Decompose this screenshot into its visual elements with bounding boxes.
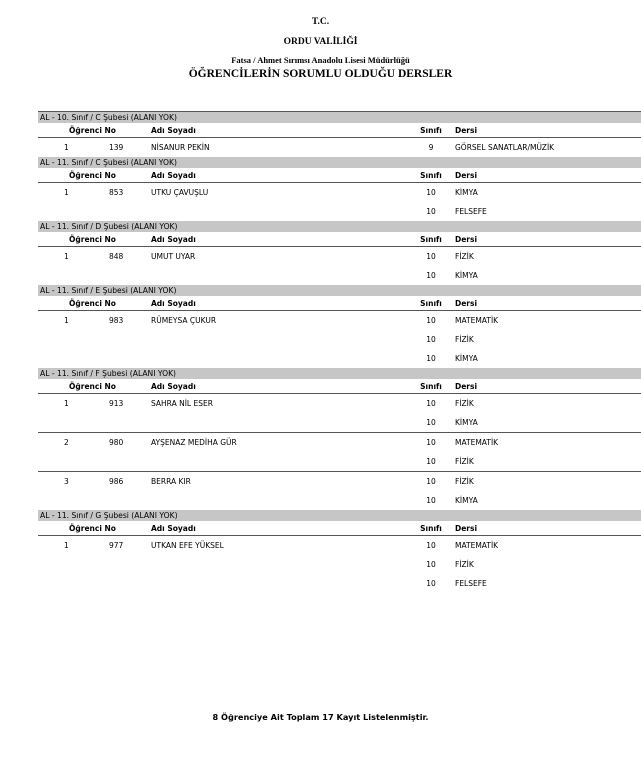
header-school: Fatsa / Ahmet Sırımsı Anadolu Lisesi Müdürlüğü bbox=[231, 55, 410, 65]
page-title: ÖĞRENCİLERİN SORUMLU OLDUĞU DERSLER bbox=[188, 68, 453, 80]
column-header-course: Dersi bbox=[455, 126, 478, 135]
class-section bbox=[38, 221, 641, 285]
course-line bbox=[38, 183, 641, 202]
column-header-row bbox=[38, 168, 641, 183]
course-grade: 10 bbox=[426, 316, 436, 325]
student-row bbox=[38, 247, 641, 285]
section-title: AL - 11. Sınıf / E Şubesi (ALANI YOK) bbox=[38, 285, 641, 296]
course-grade: 10 bbox=[426, 438, 436, 447]
column-header-course: Dersi bbox=[455, 299, 478, 308]
student-name: RÜMEYSA ÇUKUR bbox=[151, 316, 217, 325]
course-grade: 10 bbox=[426, 207, 436, 216]
course-line bbox=[38, 138, 641, 157]
column-header-course: Dersi bbox=[455, 235, 478, 244]
student-number: 980 bbox=[109, 438, 124, 447]
column-header-row bbox=[38, 296, 641, 311]
class-section bbox=[38, 510, 641, 593]
class-section bbox=[38, 112, 641, 157]
course-name: MATEMATİK bbox=[455, 438, 499, 447]
column-header-row bbox=[38, 123, 641, 138]
course-line bbox=[38, 433, 641, 452]
student-number: 986 bbox=[109, 477, 124, 486]
course-grade: 10 bbox=[426, 579, 436, 588]
student-row bbox=[38, 432, 641, 471]
course-grade: 10 bbox=[426, 335, 436, 344]
student-row bbox=[38, 394, 641, 432]
column-header-student-no: Öğrenci No bbox=[69, 235, 116, 244]
column-header-course: Dersi bbox=[455, 524, 478, 533]
course-grade: 10 bbox=[426, 399, 436, 408]
student-order: 3 bbox=[64, 477, 69, 486]
column-header-grade: Sınıfı bbox=[420, 171, 442, 180]
course-line bbox=[38, 266, 641, 285]
column-header-student-no: Öğrenci No bbox=[69, 299, 116, 308]
course-line bbox=[38, 330, 641, 349]
course-name: GÖRSEL SANATLAR/MÜZİK bbox=[455, 143, 555, 152]
course-name: KİMYA bbox=[455, 354, 478, 363]
header-tc: T.C. bbox=[311, 17, 330, 27]
column-header-name: Adı Soyadı bbox=[151, 524, 196, 533]
student-number: 983 bbox=[109, 316, 124, 325]
column-header-student-no: Öğrenci No bbox=[69, 126, 116, 135]
column-header-grade: Sınıfı bbox=[420, 126, 442, 135]
column-header-name: Adı Soyadı bbox=[151, 299, 196, 308]
course-line bbox=[38, 472, 641, 491]
course-grade: 10 bbox=[426, 477, 436, 486]
course-name: FİZİK bbox=[455, 399, 474, 408]
column-header-name: Adı Soyadı bbox=[151, 171, 196, 180]
course-name: FİZİK bbox=[455, 252, 474, 261]
course-line bbox=[38, 413, 641, 432]
student-order: 1 bbox=[64, 252, 69, 261]
student-order: 1 bbox=[64, 188, 69, 197]
student-number: 853 bbox=[109, 188, 124, 197]
student-row bbox=[38, 183, 641, 221]
column-header-student-no: Öğrenci No bbox=[69, 382, 116, 391]
course-line bbox=[38, 491, 641, 510]
course-name: MATEMATİK bbox=[455, 541, 499, 550]
student-name: SAHRA NİL ESER bbox=[151, 399, 213, 408]
course-grade: 10 bbox=[426, 271, 436, 280]
column-header-row bbox=[38, 232, 641, 247]
column-header-student-no: Öğrenci No bbox=[69, 171, 116, 180]
student-name: AYŞENAZ MEDİHA GÜR bbox=[151, 438, 237, 447]
course-line bbox=[38, 536, 641, 555]
student-order: 1 bbox=[64, 399, 69, 408]
course-line bbox=[38, 349, 641, 368]
course-grade: 10 bbox=[426, 496, 436, 505]
student-name: UTKAN EFE YÜKSEL bbox=[151, 541, 224, 550]
course-name: FİZİK bbox=[455, 477, 474, 486]
student-row bbox=[38, 138, 641, 157]
course-line bbox=[38, 311, 641, 330]
report-footer: 8 Öğrenciye Ait Toplam 17 Kayıt Listelenmiştir. bbox=[212, 712, 429, 722]
course-grade: 10 bbox=[426, 418, 436, 427]
column-header-grade: Sınıfı bbox=[420, 235, 442, 244]
student-number: 848 bbox=[109, 252, 124, 261]
column-header-grade: Sınıfı bbox=[420, 299, 442, 308]
student-order: 2 bbox=[64, 438, 69, 447]
course-name: MATEMATİK bbox=[455, 316, 499, 325]
column-header-course: Dersi bbox=[455, 382, 478, 391]
student-name: NİSANUR PEKİN bbox=[151, 143, 210, 152]
column-header-row bbox=[38, 379, 641, 394]
student-name: BERRA KIR bbox=[151, 477, 191, 486]
course-line bbox=[38, 555, 641, 574]
course-name: KİMYA bbox=[455, 271, 478, 280]
header-governorship: ORDU VALİLİĞİ bbox=[283, 37, 358, 47]
class-section bbox=[38, 157, 641, 221]
course-grade: 10 bbox=[426, 188, 436, 197]
course-grade: 10 bbox=[426, 560, 436, 569]
section-title: AL - 11. Sınıf / G Şubesi (ALANI YOK) bbox=[38, 510, 641, 521]
course-name: FELSEFE bbox=[455, 579, 487, 588]
column-header-row bbox=[38, 521, 641, 536]
column-header-grade: Sınıfı bbox=[420, 382, 442, 391]
student-name: UTKU ÇAVUŞLU bbox=[151, 188, 209, 197]
student-order: 1 bbox=[64, 316, 69, 325]
course-name: FİZİK bbox=[455, 457, 474, 466]
student-number: 977 bbox=[109, 541, 124, 550]
column-header-course: Dersi bbox=[455, 171, 478, 180]
course-line bbox=[38, 574, 641, 593]
student-row bbox=[38, 471, 641, 510]
course-grade: 10 bbox=[426, 541, 436, 550]
course-name: KİMYA bbox=[455, 188, 478, 197]
column-header-student-no: Öğrenci No bbox=[69, 524, 116, 533]
course-name: FİZİK bbox=[455, 335, 474, 344]
course-name: FİZİK bbox=[455, 560, 474, 569]
student-number: 139 bbox=[109, 143, 124, 152]
student-row bbox=[38, 536, 641, 593]
column-header-name: Adı Soyadı bbox=[151, 382, 196, 391]
course-name: KİMYA bbox=[455, 496, 478, 505]
course-grade: 10 bbox=[426, 457, 436, 466]
student-number: 913 bbox=[109, 399, 124, 408]
course-grade: 10 bbox=[426, 252, 436, 261]
section-title: AL - 10. Sınıf / C Şubesi (ALANI YOK) bbox=[38, 112, 641, 123]
course-grade: 10 bbox=[426, 354, 436, 363]
class-section bbox=[38, 368, 641, 510]
course-grade: 9 bbox=[428, 143, 434, 152]
column-header-name: Adı Soyadı bbox=[151, 126, 196, 135]
class-section bbox=[38, 285, 641, 368]
section-title: AL - 11. Sınıf / F Şubesi (ALANI YOK) bbox=[38, 368, 641, 379]
column-header-name: Adı Soyadı bbox=[151, 235, 196, 244]
student-order: 1 bbox=[64, 541, 69, 550]
course-name: KİMYA bbox=[455, 418, 478, 427]
report-table bbox=[38, 111, 641, 593]
student-order: 1 bbox=[64, 143, 69, 152]
column-header-grade: Sınıfı bbox=[420, 524, 442, 533]
student-name: UMUT UYAR bbox=[151, 252, 196, 261]
student-row bbox=[38, 311, 641, 368]
section-title: AL - 11. Sınıf / D Şubesi (ALANI YOK) bbox=[38, 221, 641, 232]
course-line bbox=[38, 394, 641, 413]
course-line bbox=[38, 247, 641, 266]
section-title: AL - 11. Sınıf / C Şubesi (ALANI YOK) bbox=[38, 157, 641, 168]
course-line bbox=[38, 452, 641, 471]
course-name: FELSEFE bbox=[455, 207, 487, 216]
course-line bbox=[38, 202, 641, 221]
